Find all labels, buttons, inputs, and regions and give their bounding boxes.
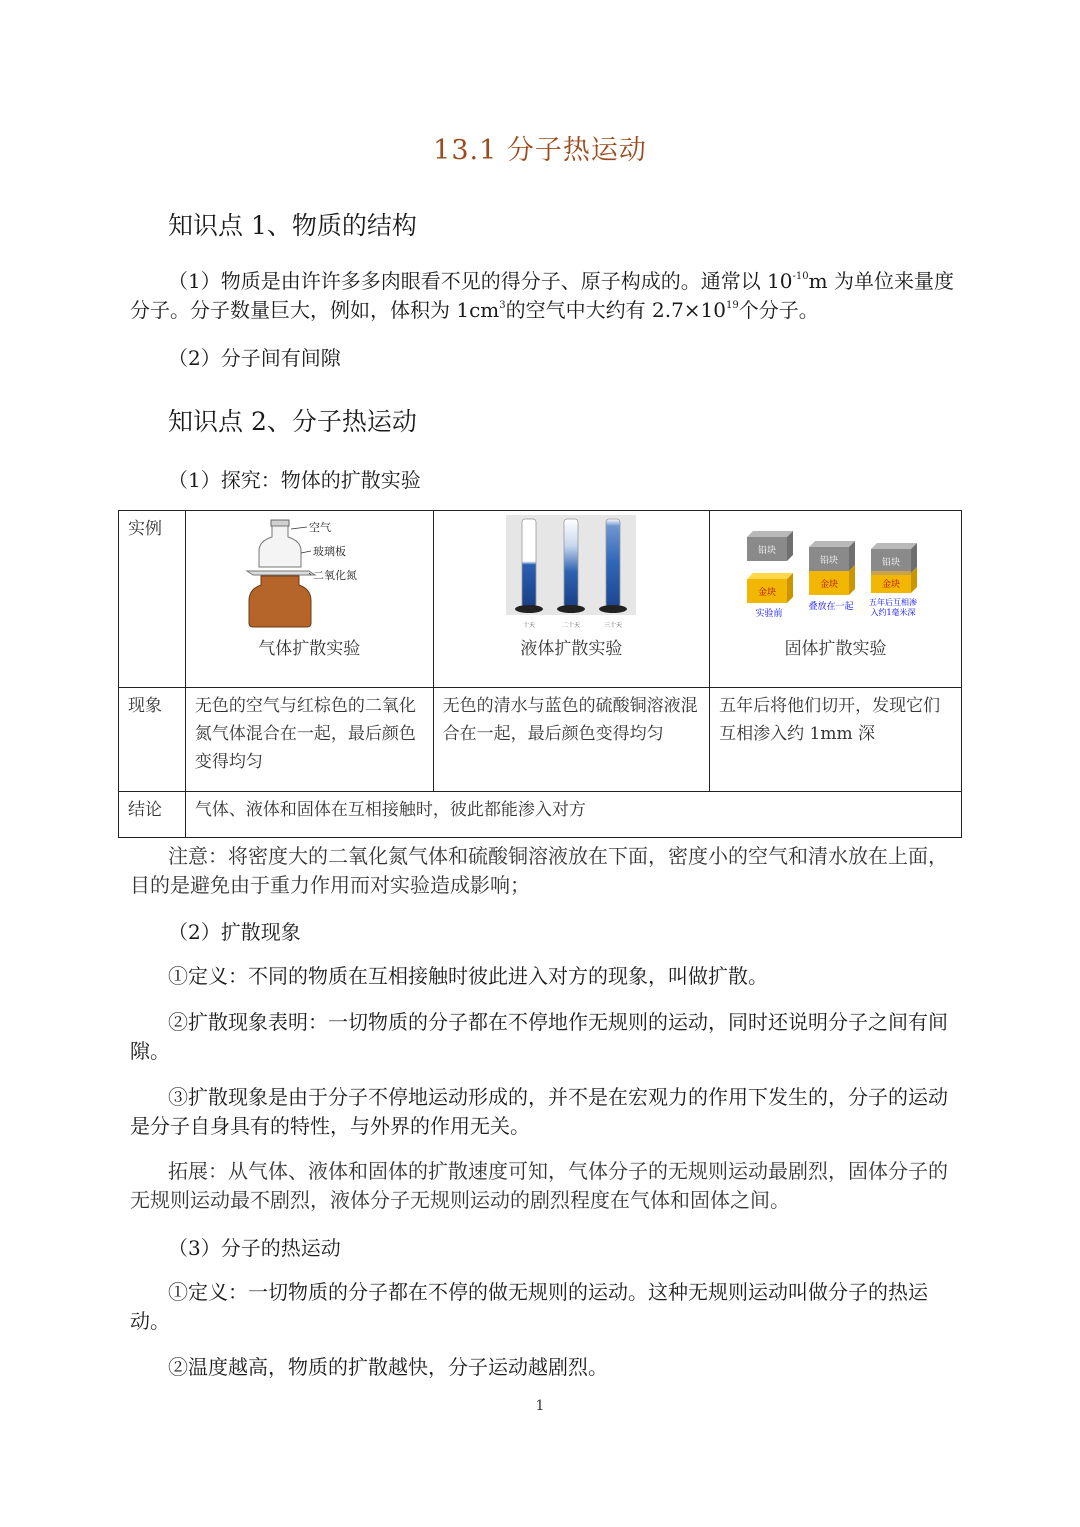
paragraph-structure-1 (130, 267, 960, 325)
gas-diffusion-figure (239, 515, 379, 633)
tube-1 (522, 519, 536, 607)
phenomenon-solid: 五年后将他们切开，发现它们互相渗入约 1mm 深 (710, 688, 962, 792)
thermal-motion-definition: ①定义：一切物质的分子都在不停的做无规则的运动。这种无规则运动叫做分子的热运动。 (130, 1280, 928, 1333)
label-no2: 二氧化氮 (313, 569, 358, 582)
leader-line (291, 527, 307, 529)
leader-line (301, 551, 311, 553)
caption-gas: 气体扩散实验 (258, 639, 361, 659)
cell-liquid (433, 511, 710, 688)
solid-diffusion-figure (741, 515, 931, 633)
cell-solid (710, 511, 962, 688)
cell-gas (185, 511, 433, 688)
text-b: m 为单位来量度分子。分子数量巨大，例如，体积为 1cm (130, 269, 954, 322)
attention-note: 注意：将密度大的二氧化氮气体和硫酸铜溶液放在下面，密度小的空气和清水放在上面，目的是避免由于重力作用而对实验造成影响； (130, 844, 948, 897)
table-row-conclusion (119, 792, 962, 838)
diffusion-meaning: ②扩散现象表明：一切物质的分子都在不停地作无规则的运动，同时还说明分子之间有间隙。 (130, 1010, 948, 1063)
tube-base (557, 605, 585, 613)
label-stacked: 叠放在一起 (808, 602, 854, 612)
table-row-phenomenon (119, 688, 962, 792)
table-row-example (119, 511, 962, 688)
block-top (809, 541, 855, 547)
tube-base (599, 605, 627, 613)
exponent-2: 3 (499, 300, 506, 311)
caption-solid: 固体扩散实验 (784, 639, 887, 659)
air-bottle (259, 526, 301, 567)
exponent-3: 19 (726, 300, 739, 311)
label-lead: 铅块 (881, 558, 900, 568)
glass-plate (247, 571, 315, 575)
label-air: 空气 (309, 521, 332, 534)
diffusion-definition: ①定义：不同的物质在互相接触时彼此进入对方的现象，叫做扩散。 (168, 964, 768, 988)
label-gold: 金块 (881, 580, 900, 590)
row-label-example: 实例 (119, 511, 186, 688)
label-lead: 铅块 (757, 546, 776, 556)
text-c: 的空气中大约有 2.7×10 (505, 298, 726, 322)
label-gold: 金块 (757, 588, 776, 598)
text-a: （1）物质是由许许多多肉眼看不见的得分子、原子构成的。通常以 10 (168, 269, 793, 293)
heading-knowledge-2: 知识点 2、分子热运动 (168, 407, 417, 436)
label-glass-plate: 玻璃板 (313, 545, 347, 558)
label-day-20: 二十天 (562, 622, 581, 629)
page-number: 1 (535, 1398, 545, 1414)
temperature-note: ②温度越高，物质的扩散越快，分子运动越剧烈。 (168, 1355, 608, 1379)
extension-note: 拓展：从气体、液体和固体的扩散速度可知，气体分子的无规则运动最剧烈，固体分子的无规则运动最不剧烈，液体分子无规则运动的剧烈程度在气体和固体之间。 (130, 1159, 948, 1212)
block-group-after (869, 543, 917, 617)
label-after-2: 入约1毫米深 (870, 608, 916, 617)
tube-base (515, 605, 543, 613)
row-label-conclusion: 结论 (119, 792, 186, 838)
no2-bottle (249, 576, 311, 627)
label-day-30: 三十天 (604, 622, 623, 629)
conclusion-text: 气体、液体和固体在互相接触时，彼此都能渗入对方 (185, 792, 961, 838)
liquid-diffusion-figure (506, 515, 636, 633)
block-group-stacked (808, 541, 855, 612)
tube-2 (564, 519, 578, 607)
row-label-phenomenon: 现象 (119, 688, 186, 792)
diffusion-table (118, 510, 962, 838)
bottle-cap (271, 520, 289, 526)
block-top (747, 531, 793, 537)
label-after-1: 五年后互相渗 (868, 598, 917, 607)
label-lead: 铅块 (819, 556, 838, 566)
paragraph-structure-2: （2）分子间有间隙 (168, 346, 341, 370)
subheading-diffusion: （2）扩散现象 (168, 920, 301, 944)
text-d: 个分子。 (738, 298, 819, 322)
phenomenon-liquid: 无色的清水与蓝色的硫酸铜溶液混合在一起，最后颜色变得均匀 (433, 688, 710, 792)
phenomenon-gas: 无色的空气与红棕色的二氧化氮气体混合在一起，最后颜色变得均匀 (185, 688, 433, 792)
tube-3 (606, 519, 620, 607)
subheading-thermal-motion: （3）分子的热运动 (168, 1236, 341, 1260)
block-top (871, 543, 917, 549)
exponent-1: -10 (792, 271, 809, 282)
block-group-before (747, 531, 793, 619)
label-gold: 金块 (819, 580, 838, 590)
diffusion-cause: ③扩散现象是由于分子不停地运动形成的，并不是在宏观力的作用下发生的，分子的运动是分子自身具有的特性，与外界的作用无关。 (130, 1085, 948, 1138)
label-before: 实验前 (755, 609, 783, 619)
caption-liquid: 液体扩散实验 (520, 639, 623, 659)
subheading-experiment: （1）探究：物体的扩散实验 (168, 468, 421, 492)
page-title: 13.1 分子热运动 (433, 135, 647, 166)
diffusion-layer (871, 571, 911, 575)
heading-knowledge-1: 知识点 1、物质的结构 (168, 211, 417, 240)
label-day-10: 十天 (523, 622, 536, 629)
block-top (747, 573, 793, 579)
